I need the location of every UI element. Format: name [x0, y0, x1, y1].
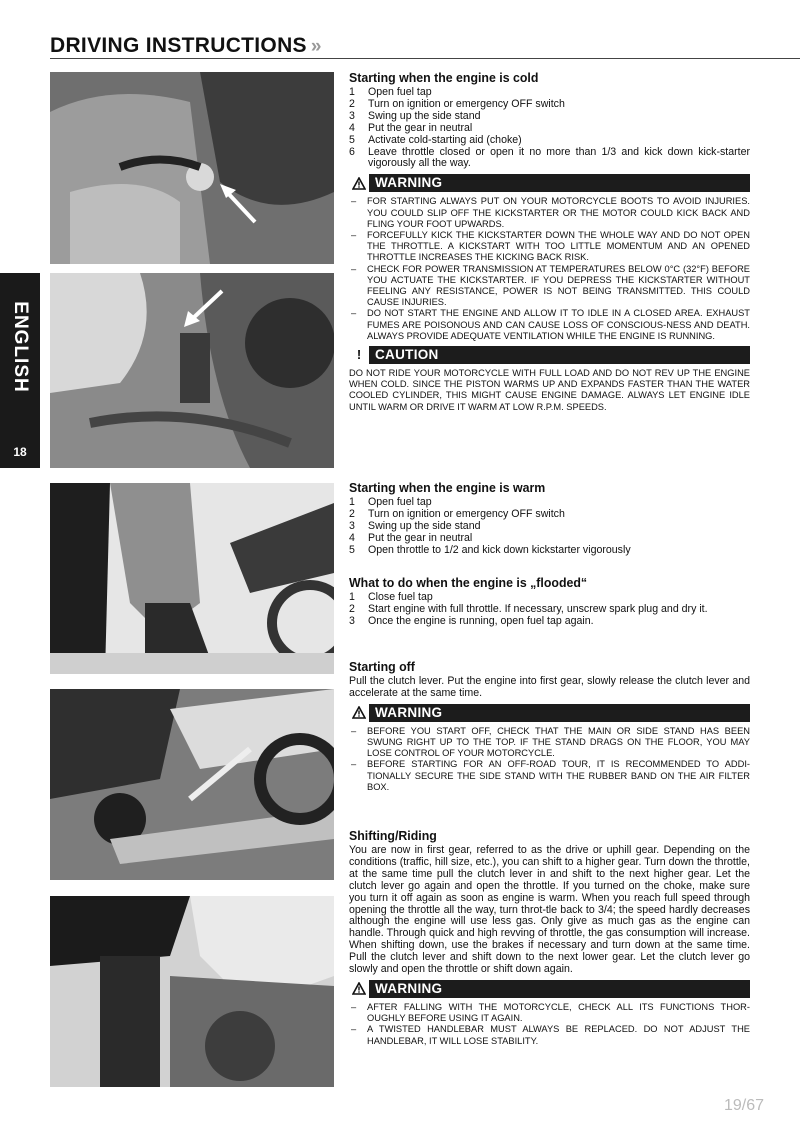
list-item: 1 Open fuel tap [349, 86, 432, 98]
list-item: 3 Once the engine is running, open fuel tap again. [349, 614, 594, 627]
list-item: – A TWISTED HANDLEBAR MUST ALWAYS BE REPLACED. DO NOT ADJUST THE HANDLEBAR, IT WILL LOSE STABILITY. [351, 1024, 750, 1046]
chevron-right-icon: » [310, 36, 322, 57]
paragraph: You are now in first gear, referred to as the drive or uphill gear. Depending on the conditions (traffic, hill size, etc.), you can shift to a higher gear. Turn down the throttle, at the same time pull the clutch lever in and shift to the next higher gear. Let the clutch lever go again and open the throttle. If you turned on the choke, make sure you turn it off again as soon as engine is warm. When you reach full speed through opening the throttle all the way, turn throt-tle back to 3/4; the speed hardly decreases although the engine will use less gas. Only give as much gas as the engine can handle. Through quick and high revving of throttle, the gas consumption will increase. When shifting down, use the brakes if necessary and turn down at the same time. Pull the clutch lever and shift down to the next lower gear. Let the clutch lever go slowly and open the throttle or shift down again. [349, 844, 750, 976]
step-list [349, 592, 750, 628]
page-title: DRIVING INSTRUCTIONS [50, 34, 307, 57]
warning-bar [349, 980, 750, 998]
photo-fuel-tap [50, 72, 334, 264]
section-shifting-riding [349, 828, 750, 1047]
list-item: 1 Open fuel tap [349, 496, 432, 508]
warning-triangle-icon [349, 980, 369, 998]
list-item: – FOR STARTING ALWAYS PUT ON YOUR MOTORCYCLE BOOTS TO AVOID INJURIES. YOU COULD SLIP OFF THE KICKSTARTER OR THE MOTOR COULD KICK BACK AND FLING YOUR FOOT UPWARDS. [351, 196, 750, 229]
section-heading: What to do when the engine is „flooded“ [349, 575, 588, 590]
section-starting-off [349, 659, 750, 793]
warning-list [349, 726, 750, 793]
list-item: – DO NOT START THE ENGINE AND ALLOW IT TO IDLE IN A CLOSED AREA. EXHAUST FUMES ARE POISONOUS AND CAN CAUSE LOSS OF CONSCIOUS-NESS AND DEATH. ALWAYS PROVIDE ADEQUATE VENTILATION WHILE THE ENGINE IS RUNNING. [351, 308, 750, 341]
warning-bar [349, 174, 750, 192]
list-item: 2 Start engine with full throttle. If necessary, unscrew spark plug and dry it. [349, 602, 708, 615]
warning-list [349, 1002, 750, 1047]
caution-bar [349, 346, 750, 364]
warning-label: WARNING [375, 981, 443, 997]
list-item: 2 Turn on ignition or emergency OFF switch [349, 507, 565, 520]
list-item: 4 Put the gear in neutral [349, 121, 473, 134]
paragraph: Pull the clutch lever. Put the engine into first gear, slowly release the clutch lever and accelerate at the same time. [349, 675, 750, 699]
page-counter: 19/67 [723, 1097, 764, 1114]
list-item: – CHECK FOR POWER TRANSMISSION AT TEMPERATURES BELOW 0°C (32°F) BEFORE YOU ACTUATE THE KICKSTARTER. IF YOU DEPRESS THE KICKSTARTER WITHOUT FEELING ANY RESISTANCE, POWER IS NOT BEING TRANSMITTED. THIS COULD CAUSE INJURIES. [351, 263, 750, 308]
caution-label: CAUTION [375, 347, 439, 363]
photo-riding [50, 896, 334, 1087]
list-item: – BEFORE STARTING FOR AN OFF-ROAD TOUR, IT IS RECOMMENDED TO ADDI-TIONALLY SECURE THE SIDE STAND WITH THE RUBBER BAND ON THE AIR FILTER BOX. [351, 759, 750, 792]
list-item: – AFTER FALLING WITH THE MOTORCYCLE, CHECK ALL ITS FUNCTIONS THOR-OUGHLY BEFORE USING IT AGAIN. [351, 1001, 750, 1024]
section-heading: Starting when the engine is warm [349, 480, 546, 495]
photo-side-stand [50, 689, 334, 880]
list-item: – FORCEFULLY KICK THE KICKSTARTER DOWN THE WHOLE WAY AND DO NOT OPEN THE THROTTLE. A KICKSTART WITH TOO LITTLE MOMENTUM AND AN OPENED THROTTLE INCREASES THE KICKING BACK RISK. [351, 229, 750, 263]
warning-list [349, 196, 750, 342]
list-item: 5 Open throttle to 1/2 and kick down kickstarter vigorously [349, 543, 631, 556]
section-cold-start [349, 70, 750, 413]
exclamation-icon: ! [349, 346, 369, 364]
list-item: 1 Close fuel tap [349, 591, 433, 603]
section-heading: Starting when the engine is cold [349, 70, 539, 85]
page-number: 18 [13, 445, 27, 459]
warning-label: WARNING [375, 704, 443, 720]
list-item: 5 Activate cold-starting aid (choke) [349, 133, 522, 146]
page-header [50, 34, 800, 59]
step-list [349, 87, 750, 170]
photo-kickstart [50, 483, 334, 674]
warning-triangle-icon [349, 174, 369, 192]
language-label: ENGLISH [10, 301, 31, 393]
list-item: 3 Swing up the side stand [349, 109, 481, 122]
warning-bar [349, 704, 750, 722]
section-heading: Shifting/Riding [349, 828, 437, 843]
section-flooded [349, 575, 750, 628]
step-list [349, 497, 750, 557]
photo-choke [50, 273, 334, 468]
section-warm-start [349, 480, 750, 557]
list-item: 4 Put the gear in neutral [349, 531, 473, 544]
language-tab [0, 273, 40, 468]
warning-label: WARNING [375, 175, 443, 191]
list-item: 6 Leave throttle closed or open it no more than 1/3 and kick down kick-starter vigorously all the way. [349, 145, 750, 170]
caution-text: DO NOT RIDE YOUR MOTORCYCLE WITH FULL LOAD AND DO NOT REV UP THE ENGINE WHEN COLD. SINCE THE PISTON WARMS UP AND EXPANDS FASTER THAN THE WATER COOLED CYLINDER, THIS MIGHT CAUSE ENGINE DAMAGE. ALWAYS LET ENGINE IDLE UNTIL WARM OR DRIVE IT WARM AT LOW R.P.M. SPEEDS. [349, 367, 750, 412]
list-item: 3 Swing up the side stand [349, 519, 481, 532]
list-item: – BEFORE YOU START OFF, CHECK THAT THE MAIN OR SIDE STAND HAS BEEN SWUNG RIGHT UP TO THE TOP. IF THE STAND DRAGS ON THE FLOOR, YOU MAY LOSE CONTROL OF YOUR MOTORCYCLE. [351, 725, 750, 759]
section-heading: Starting off [349, 659, 415, 674]
warning-triangle-icon [349, 704, 369, 722]
list-item: 2 Turn on ignition or emergency OFF switch [349, 97, 565, 110]
